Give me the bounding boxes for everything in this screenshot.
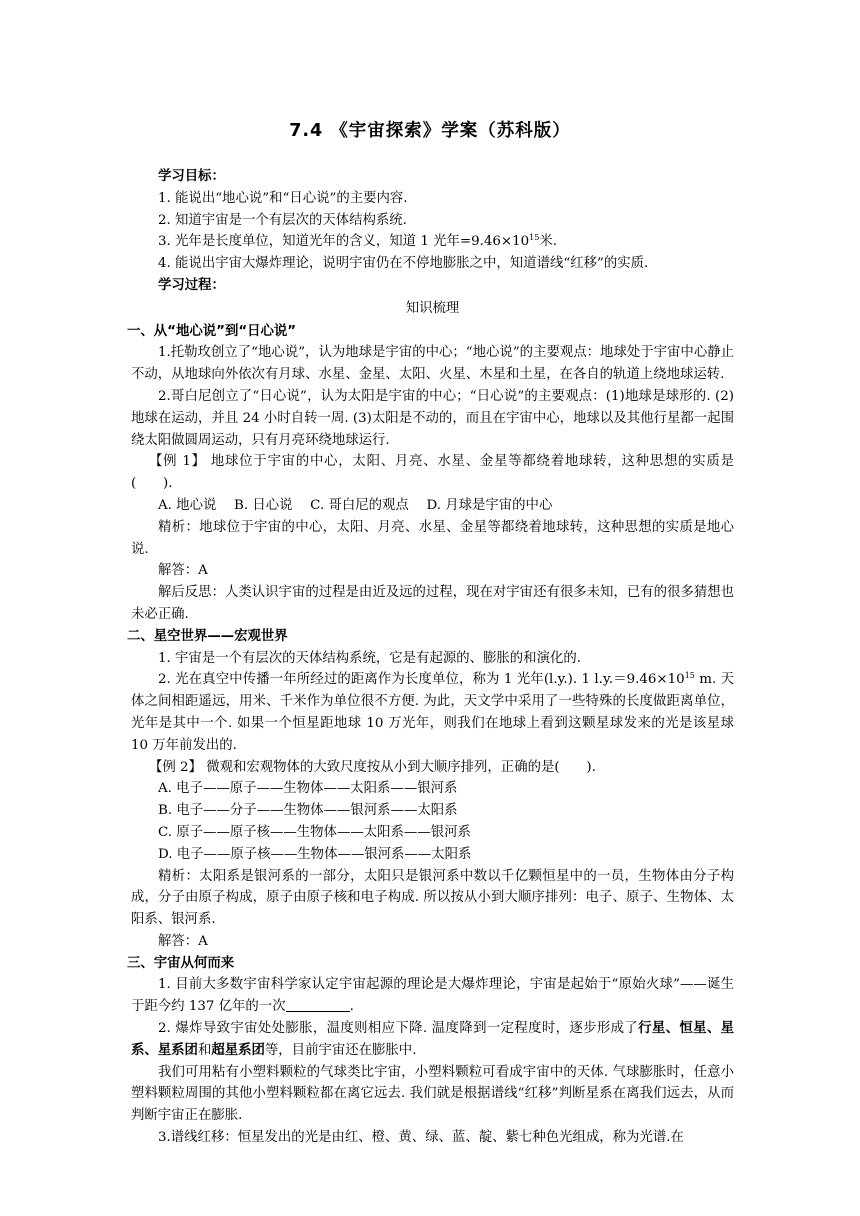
page-title: 7.4 《宇宙探索》学案（苏科版）	[289, 121, 571, 141]
paragraph: 1. 宇宙是一个有层次的天体结构系统，它是有起源的、膨胀的和演化的.	[158, 650, 582, 666]
answer: 解答：A	[158, 933, 208, 949]
example-options: A. 地心说 B. 日心说 C. 哥白尼的观点 D. 月球是宇宙的中心	[158, 497, 553, 513]
option-b: B. 电子——分子——生物体——银河系——太阳系	[158, 803, 458, 819]
overview-heading: 知识梳理	[405, 300, 460, 316]
paragraph: 2. 爆炸导致宇宙处处膨胀，温度则相应下降. 温度降到一定程度时，逐步形成了行星、恒星、星系、星系团和超星系团等，目前宇宙还在膨胀中.	[131, 1021, 734, 1058]
objective-item: 3. 光年是长度单位，知道光年的含义，知道 1 光年$=9.46\times 10^{15}$米.	[158, 233, 558, 250]
example-question: 【例 1】 地球位于宇宙的中心，太阳、月亮、水星、金星等都绕着地球转，这种思想的实质是( ).	[131, 454, 734, 492]
option-d: D. 电子——原子核——生物体——银河系——太阳系	[158, 846, 472, 862]
fill-blank[interactable]	[286, 997, 350, 1012]
paragraph: 2.哥白尼创立了“日心说”，认为太阳是宇宙的中心；“日心说”的主要观点：(1)地球是球形的. (2)地球在运动，并且 24 小时自转一周. (3)太阳是不动的，而且在宇宙中心，地球以及其他行星都一起围绕太阳做圆周运动，只有月亮环绕地球运行.	[131, 388, 734, 448]
analysis: 精析：地球位于宇宙的中心，太阳、月亮、水星、金星等都绕着地球转，这种思想的实质是地心说.	[131, 519, 734, 557]
analysis: 精析：太阳系是银河系的一部分，太阳只是银河系中数以千亿颗恒星中的一员，生物体由分子构成，分子由原子构成，原子由原子核和电子构成. 所以按从小到大顺序排列：电子、原子、生物体、太阳系、银河系.	[131, 868, 734, 928]
example-label: 【例 2】	[149, 759, 202, 775]
section-heading: 三、宇宙从何而来	[127, 955, 235, 971]
process-heading: 学习过程：	[158, 277, 225, 293]
objective-item: 4. 能说出宇宙大爆炸理论，说明宇宙仍在不停地膨胀之中，知道谱线“红移”的实质.	[158, 256, 649, 272]
document-body	[127, 166, 734, 1149]
paragraph: 我们可用粘有小塑料颗粒的气球类比宇宙，小塑料颗粒可看成宇宙中的天体. 气球膨胀时，任意小塑料颗粒周围的其他小塑料颗粒都在离它远去. 我们就是根据谱线“红移”判断星系在离我们远去，从而判断宇宙正在膨胀.	[131, 1064, 734, 1124]
example-question: 【例 2】 微观和宏观物体的大致尺度按从小到大顺序排列，正确的是( ).	[149, 759, 596, 775]
paragraph: 1. 目前大多数宇宙科学家认定宇宙起源的理论是大爆炸理论，宇宙是起始于“原始火球”——诞生于距今约 137 亿年的一次 .	[131, 977, 734, 1015]
section-heading: 一、从“地心说”到“日心说”	[127, 323, 297, 339]
paragraph: 3.谱线红移：恒星发出的光是由红、橙、黄、绿、蓝、靛、紫七种色光组成，称为光谱.在	[158, 1130, 684, 1146]
answer: 解答：A	[158, 563, 208, 579]
example-label: 【例 1】	[149, 454, 206, 470]
option-c: C. 原子——原子核——生物体——太阳系——银河系	[158, 824, 471, 840]
paragraph: 1.托勒玫创立了“地心说”，认为地球是宇宙的中心；“地心说”的主要观点：地球处于宇宙中心静止不动，从地球向外依次有月球、水星、金星、太阳、火星、木星和土星，在各自的轨道上绕地球运转.	[131, 345, 734, 383]
objectives-heading: 学习目标：	[158, 169, 225, 184]
option-a: A. 电子——原子——生物体——太阳系——银河系	[158, 781, 458, 797]
reflection: 解后反思：人类认识宇宙的过程是由近及远的过程，现在对宇宙还有很多未知，已有的很多猜想也未必正确.	[131, 585, 734, 622]
objective-item: 2. 知道宇宙是一个有层次的天体结构系统.	[158, 212, 407, 228]
section-heading: 二、星空世界——宏观世界	[127, 628, 288, 644]
objective-item: 1. 能说出“地心说”和“日心说”的主要内容.	[158, 190, 408, 206]
paragraph: 2. 光在真空中传播一年所经过的距离作为长度单位，称为 1 光年(l.y.). 1 $l.y.=9.46\times 10^{15}$ m. 天体之间相距遥远，用米、千米作为单位很不方便. 为此，天文学中采用了一些特殊的长度做距离单位，光年是其中一个. 如果一个恒星距地球 10 万光年，则我们在地球上看到这颗星球发来的光是该星球 10 万年前发出的.	[131, 671, 734, 753]
